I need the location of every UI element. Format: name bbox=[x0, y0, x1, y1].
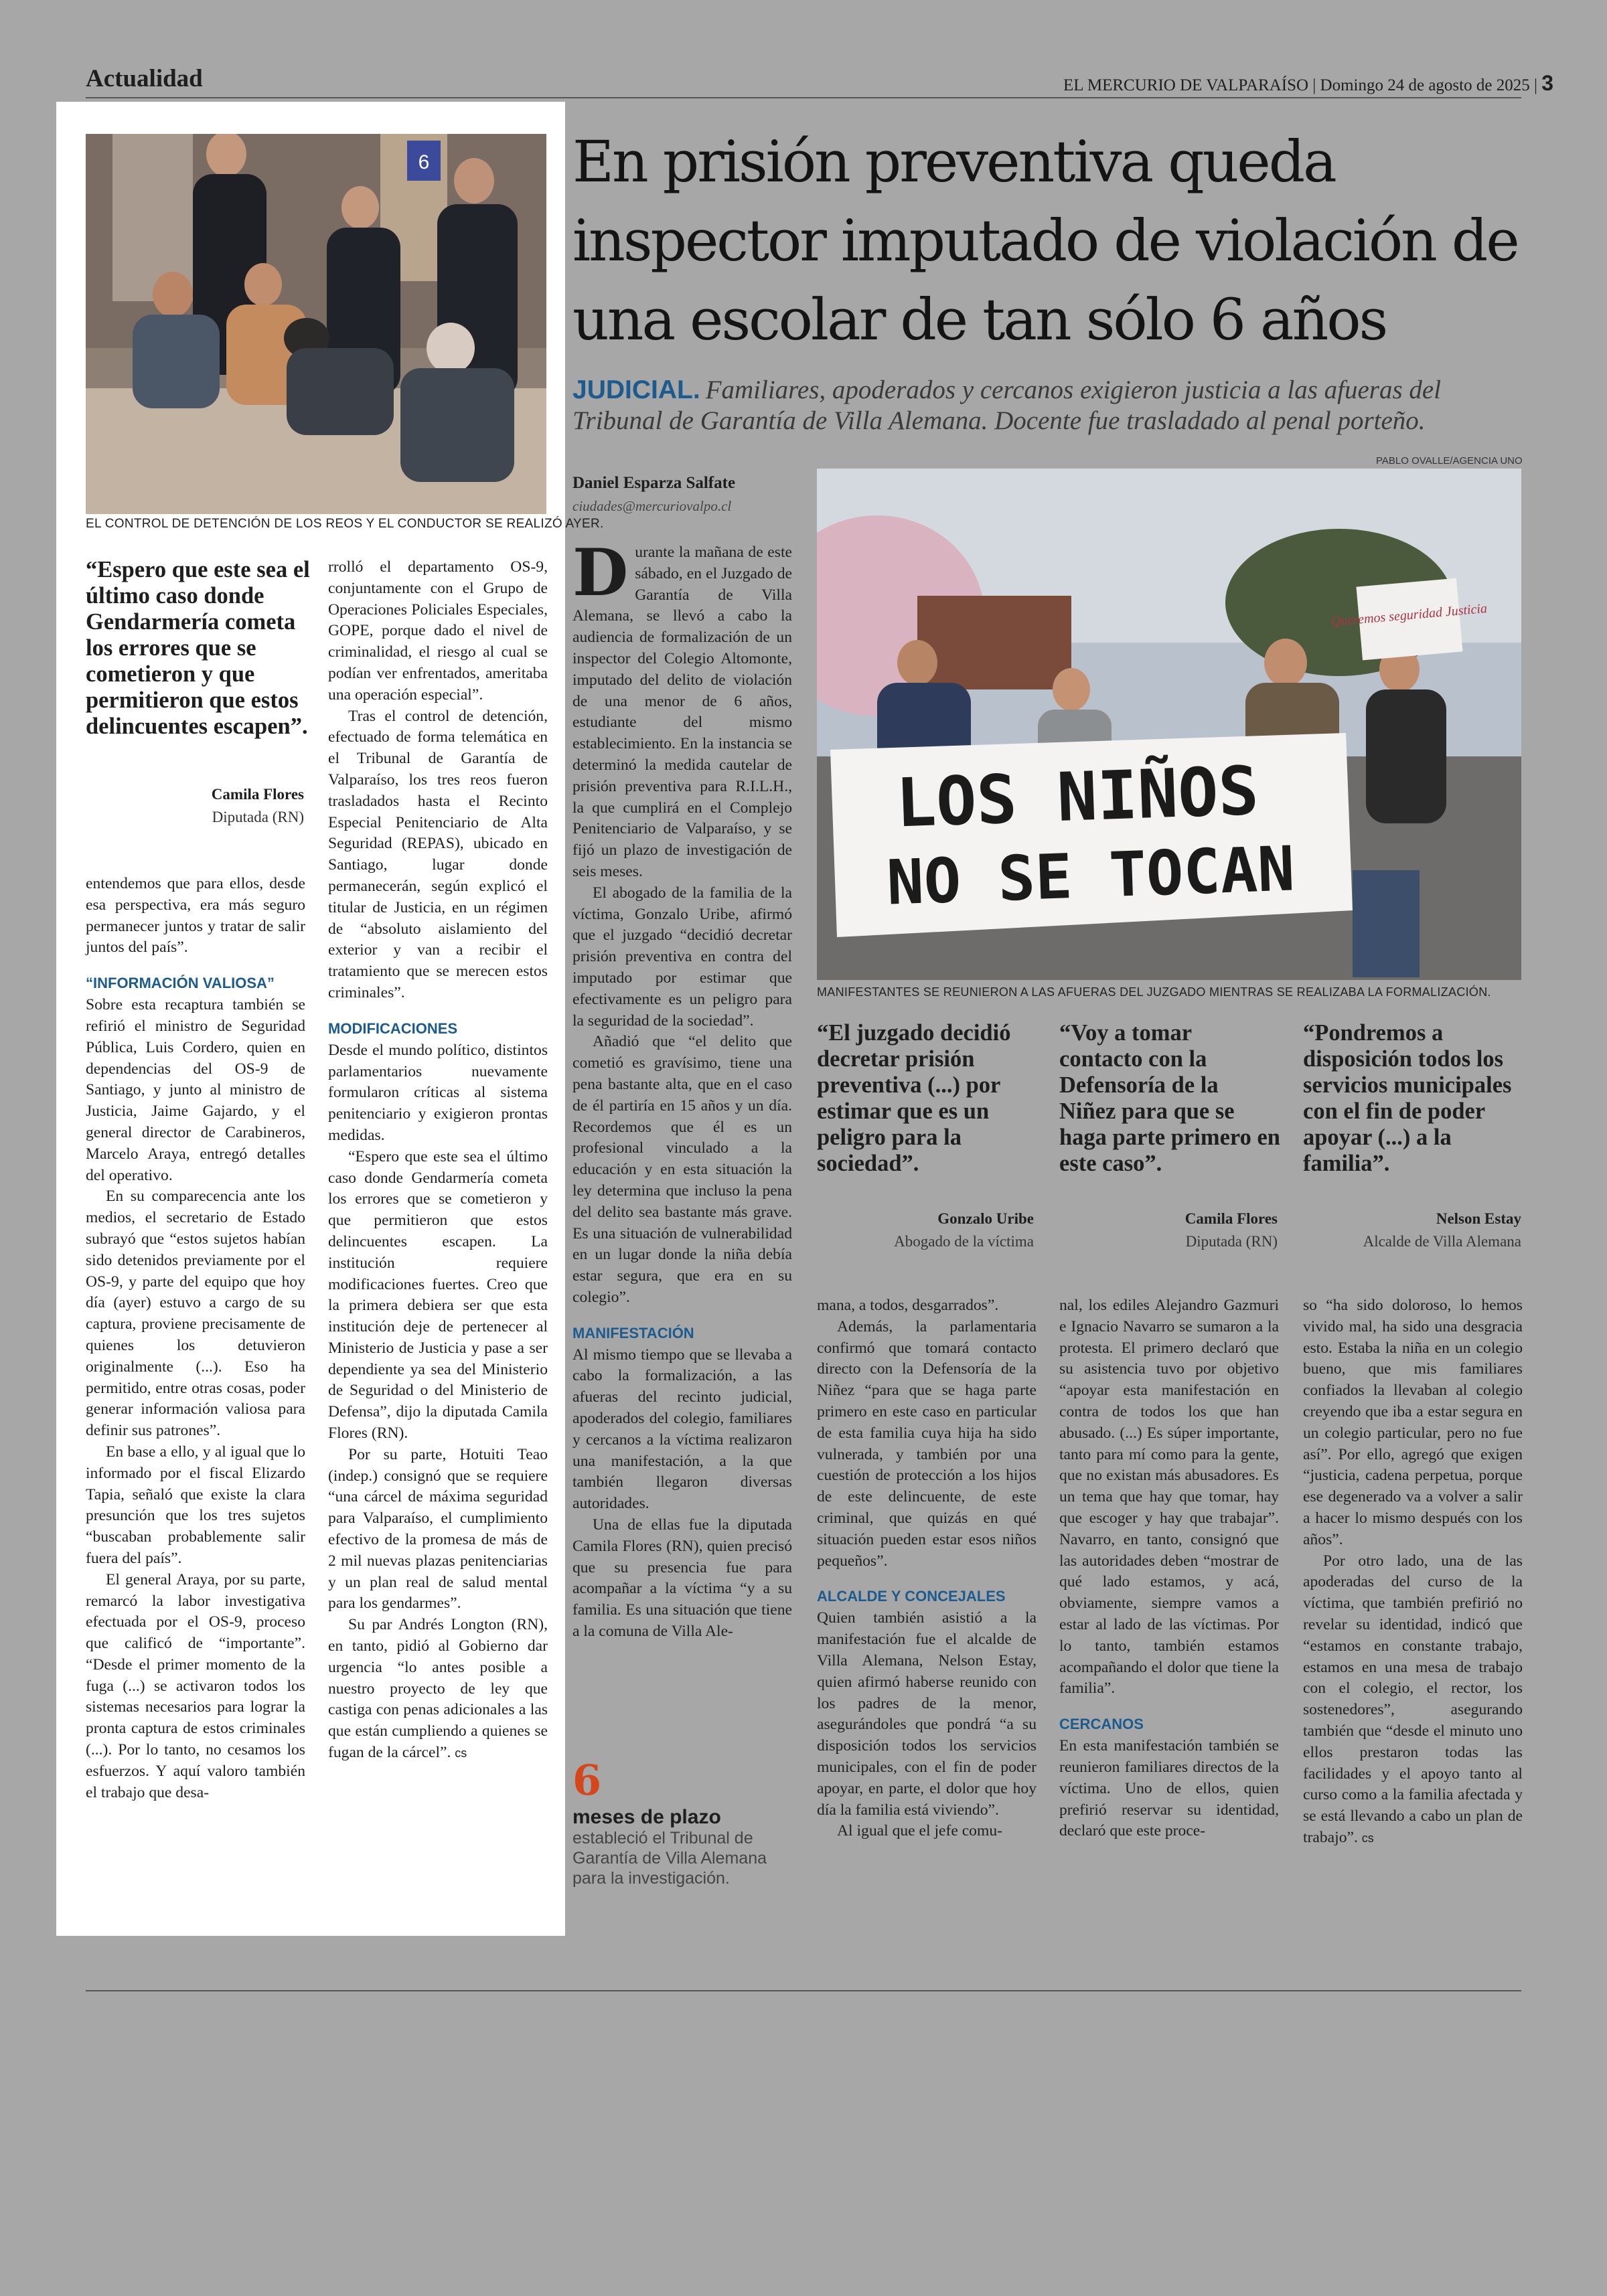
paragraph: Su par Andrés Longton (RN), en tanto, pidió al Gobierno dar urgencia “lo antes posible a nuestro proyecto de ley que castiga con penas adicionales a las que están cumpliendo a quienes se fugan de la cárcel”. cs bbox=[328, 1616, 548, 1762]
paper-date: Domingo 24 de agosto de 2025 bbox=[1320, 76, 1530, 94]
lead-text: Familiares, apoderados y cercanos exigieron justicia a las afueras del Tribunal de Garantía de Villa Alemana. Docente fue trasladado al penal porteño. bbox=[572, 376, 1442, 435]
paragraph: Al igual que el jefe comu- bbox=[837, 1822, 1002, 1840]
article-column-3 bbox=[1059, 1295, 1279, 1842]
banner-line-1: LOS NIÑOS bbox=[894, 751, 1260, 843]
paragraph: Por su parte, Hotuiti Teao (indep.) consignó que se requiere “una cárcel de máxima seguridad para Valparaíso, el cumplimiento efectivo de la promesa de más de 2 mil nuevas plazas penitenciarias y un plan real de salud mental para los gendarmes”. bbox=[328, 1445, 548, 1613]
fact-number: 6 bbox=[572, 1756, 602, 1805]
paragraph: Durante la mañana de este sábado, en el Juzgado de Garantía de Villa Alemana, se llevó a cabo la audiencia de formalización de un inspector del Colegio Altomonte, imputado del delito de violación de una menor de 6 años, estudiante del mismo establecimiento. En la instancia se determinó la medida cautelar de prisión preventiva para R.I.L.H., la que cumplirá en el Complejo Penitenciario de Valparaíso, y se fijó un plazo de investigación de seis meses. bbox=[572, 535, 792, 880]
protest-photo-caption: MANIFESTANTES SE REUNIERON A LAS AFUERAS DEL JUZGADO MIENTRAS SE REALIZABA LA FORMALIZACIÓN. bbox=[817, 985, 1491, 999]
side-quote-role: Diputada (RN) bbox=[212, 809, 304, 825]
side-pull-quote: “Espero que este sea el último caso donde Gendarmería cometa los errores que se cometieron y que permitieron que estos delincuentes escapen”. bbox=[86, 557, 310, 739]
subheading: MODIFICACIONES bbox=[328, 1019, 458, 1037]
quote-2-role: Diputada (RN) bbox=[1185, 1233, 1278, 1250]
subheading: “INFORMACIÓN VALIOSA” bbox=[86, 975, 275, 992]
side-column-b bbox=[328, 557, 548, 1765]
paragraph: En esta manifestación también se reunieron familiares directos de la víctima. Uno de ellos, quien prefirió reservar su identidad, declaró que este proce- bbox=[1059, 1737, 1279, 1840]
paragraph: Al mismo tiempo que se llevaba a cabo la formalización, a las afueras del recinto judicial, apoderados del colegio, familiares y cercanos a la víctima realizaron una manifestación, a la que también llegaron diversas autoridades. bbox=[572, 1345, 792, 1513]
quote-1-role: Abogado de la víctima bbox=[894, 1233, 1034, 1250]
subheading: CERCANOS bbox=[1059, 1716, 1144, 1733]
dropcap: D bbox=[572, 535, 629, 610]
quote-3-role: Alcalde de Villa Alemana bbox=[1363, 1233, 1521, 1250]
courtroom-photo bbox=[86, 134, 546, 514]
paragraph: “Espero que este sea el último caso donde Gendarmería cometa los errores que se cometieron y que permitieron que estos delincuentes escapen. La institución requiere modificaciones fuertes. Creo que la primera debiera ser que esta institución deje de pertenecer al Ministerio de Justicia y pase a ser dependiente ya sea del Ministerio de Seguridad o del Ministerio de Defensa”, dijo la diputada Camila Flores (RN). bbox=[328, 1147, 548, 1443]
subheading: ALCALDE Y CONCEJALES bbox=[817, 1588, 1006, 1605]
quote-2-name: Camila Flores bbox=[1184, 1210, 1278, 1227]
pull-quote-3: “Pondremos a disposición todos los servicios municipales con el fin de poder apoyar (...) a la familia”. bbox=[1303, 1020, 1512, 1176]
paragraph: Por otro lado, una de las apoderadas del curso de la víctima, que también prefirió no revelar su identidad, indicó que “estamos en constante trabajo, estamos en una mesa de trabajo con el colegio, el rector, los sostenedores”, asegurando también que “desde el minuto uno ellos prestaron todas las facilidades y el apoyo tanto al curso como a la familia afectada y se está llevando a cabo un plan de trabajo”. cs bbox=[1303, 1552, 1523, 1846]
page-number: 3 bbox=[1541, 71, 1554, 95]
quote-3-name: Nelson Estay bbox=[1436, 1210, 1521, 1227]
pull-quote-2: “Voy a tomar contacto con la Defensoría de la Niñez para que se haga parte primero en este caso”. bbox=[1059, 1020, 1280, 1176]
pull-quote-1: “El juzgado decidió decretar prisión preventiva (...) por estimar que es un peligro para la sociedad”. bbox=[817, 1020, 1011, 1176]
side-column-a bbox=[86, 874, 305, 1803]
paragraph: entendemos que para ellos, desde esa perspectiva, era más seguro permanecer juntos y tratar de salir juntos del país”. bbox=[86, 875, 305, 957]
end-mark: cs bbox=[455, 1746, 467, 1760]
end-mark: cs bbox=[1361, 1831, 1374, 1845]
quote-1-name: Gonzalo Uribe bbox=[937, 1210, 1034, 1227]
paragraph: Añadió que “el delito que cometió es gravísimo, tiene una pena bastante alta, que en el caso de él partiría en 15 años y un día. Recordemos que él es un profesional vinculado a la educación y en esta situación la ley determina que incluso la pena del delito sea bastante más grave. Es una situación de vulnerabilidad en un lugar donde la niña debía estar segura, que era en su colegio”. bbox=[572, 1033, 792, 1306]
article-column-2 bbox=[817, 1295, 1037, 1842]
courtroom-sign-number: 6 bbox=[418, 151, 430, 173]
banner-line-2: NO SE TOCAN bbox=[885, 833, 1296, 919]
paragraph: Tras el control de detención, efectuado de forma telemática en el Tribunal de Garantía de Valparaíso, los tres reos fueron trasladados hasta el Recinto Especial Penitenciario de Alta Seguridad (REPAS), ubicado en Santiago, lugar donde permanecerán, según explicó el titular de Justicia, en un régimen de “absoluto aislamiento del exterior y van a recibir el tratamiento que se merecen estos criminales”. bbox=[328, 707, 548, 1001]
paragraph: rrolló el departamento OS-9, conjuntamente con el Grupo de Operaciones Policiales Especiales, GOPE, porque dado el nivel de criminalidad, el riesgo al cual se podían ver enfrentados, ameritaba una operación especial”. bbox=[328, 558, 548, 704]
paragraph: Además, la parlamentaria confirmó que tomará contacto directo con la Defensoría de la Niñez “para que se haga parte primero en este caso en particular de esta familia cuya hija ha sido vulnerada, y también por una cuestión de protección a los hijos de este delincuente, de este criminal, que quizás en qué situación pueden estar esos niños pequeños”. bbox=[817, 1317, 1037, 1570]
paragraph: Una de ellas fue la diputada Camila Flores (RN), quien precisó que su presencia fue para acompañar a la víctima “y a su familia. Es una situación que tiene a la comuna de Villa Ale- bbox=[572, 1516, 792, 1641]
article-column-4 bbox=[1303, 1295, 1523, 1850]
paper-header: EL MERCURIO DE VALPARAÍSO | Domingo 24 de agosto de 2025 | 3 bbox=[1063, 71, 1554, 95]
header-rule bbox=[86, 97, 1521, 98]
subheading: MANIFESTACIÓN bbox=[572, 1324, 694, 1341]
paragraph: El abogado de la familia de la víctima, Gonzalo Uribe, afirmó que el juzgado “decidió decretar prisión preventiva en contra del imputado por estimar que efectivamente es un peligro para la seguridad de la sociedad”. bbox=[572, 884, 792, 1030]
lead-paragraph bbox=[572, 375, 1523, 436]
paragraph: Desde el mundo político, distintos parlamentarios nuevamente formularon críticas al sistema penitenciario y exigieron prontas medidas. bbox=[328, 1041, 548, 1144]
paragraph: so “ha sido doloroso, lo hemos vivido mal, ha sido una desgracia esto. Estaba la niña en un colegio bueno, que mis familiares confiados la llevaban al colegio creyendo que iba a estar segura en un colegio particular, pero no fue así”. Por ello, agregó que exigen “justicia, cadena perpetua, porque ese degenerado va a volver a salir a hacer lo mismo después con los años”. bbox=[1303, 1297, 1523, 1548]
protest-sign-text: Queremos seguridad Justicia bbox=[1330, 600, 1488, 630]
photo-credit: PABLO OVALLE/AGENCIA UNO bbox=[1376, 455, 1523, 467]
byline: Daniel Esparza Salfate bbox=[572, 474, 736, 492]
paragraph: En base a ello, y al igual que lo informado por el fiscal Elizardo Tapia, señaló que existe la clara presunción que los tres sujetos “buscaban probablemente salir fuera del país”. bbox=[86, 1443, 305, 1567]
byline-email[interactable]: ciudades@mercuriovalpo.cl bbox=[572, 498, 732, 514]
lead-tag: JUDICIAL. bbox=[572, 376, 700, 404]
article-column-1 bbox=[572, 535, 792, 1643]
paragraph: mana, a todos, desgarrados”. bbox=[817, 1297, 999, 1314]
fact-bold: meses de plazo bbox=[572, 1806, 721, 1828]
side-quote-name: Camila Flores bbox=[211, 786, 304, 803]
fact-text bbox=[572, 1807, 793, 1888]
paragraph: Quien también asistió a la manifestación fue el alcalde de Villa Alemana, Nelson Estay, quien afirmó haberse reunido con los padres de la menor, asegurándoles que pondrá “a su disposición todos los servicios municipales, con el fin de poder apoyar, en parte, el dolor que hoy día la familia está viviendo”. bbox=[817, 1609, 1037, 1819]
protest-photo bbox=[817, 469, 1521, 980]
courtroom-photo-caption: EL CONTROL DE DETENCIÓN DE LOS REOS Y EL CONDUCTOR SE REALIZÓ AYER. bbox=[86, 517, 604, 531]
section-title: Actualidad bbox=[86, 65, 203, 92]
paragraph: En su comparecencia ante los medios, el secretario de Estado subrayó que “estos sujetos habían sido detenidos previamente por el OS-9, y parte del equipo que hoy día (ayer) estuvo a cargo de su captura, proviene precisamente de quienes los detuvieron originalmente (...). Eso ha permitido, entre otras cosas, poder generar información valiosa para definir sus patrones”. bbox=[86, 1187, 305, 1440]
headline: En prisión preventiva queda inspector imputado de violación de una escolar de tan sólo 6 años bbox=[572, 129, 1518, 353]
paper-name: EL MERCURIO DE VALPARAÍSO bbox=[1063, 76, 1309, 94]
fact-detail: estableció el Tribunal de Garantía de Villa Alemana para la investigación. bbox=[572, 1829, 767, 1888]
paragraph: Sobre esta recaptura también se refirió el ministro de Seguridad Pública, Luis Cordero, quien en dependencias del OS-9 de Santiago, y junto al ministro de Justicia, Jaime Gajardo, y el general director de Carabineros, Marcelo Araya, entregó detalles del operativo. bbox=[86, 996, 305, 1184]
paragraph: nal, los ediles Alejandro Gazmuri e Ignacio Navarro se sumaron a la protesta. El primero declaró que su asistencia tuvo por objetivo “apoyar esta manifestación en contra de todos los que han abusado. (...) Es súper importante, tanto para mí como para la gente, que no existan más abusadores. Es un tema que hay que tomar, hay que escoger y hay que trabajar”. Navarro, en tanto, consignó que las autoridades deben “mostrar de qué lado estamos, y acá, obviamente, siempre vamos a estar al lado de las víctimas. Por lo tanto, también estamos acompañando el dolor que tiene la familia”. bbox=[1059, 1297, 1279, 1698]
footer-rule bbox=[86, 1990, 1521, 1991]
paragraph: El general Araya, por su parte, remarcó la labor investigativa efectuada por el OS-9, proceso que calificó de “importante”. “Desde el primer momento de la fuga (...) se activaron todos los sistemas necesarios para lograr la pronta captura de estos criminales (...). Por lo tanto, no cesamos los esfuerzos. Y aquí valoro también el trabajo que desa- bbox=[86, 1570, 305, 1801]
